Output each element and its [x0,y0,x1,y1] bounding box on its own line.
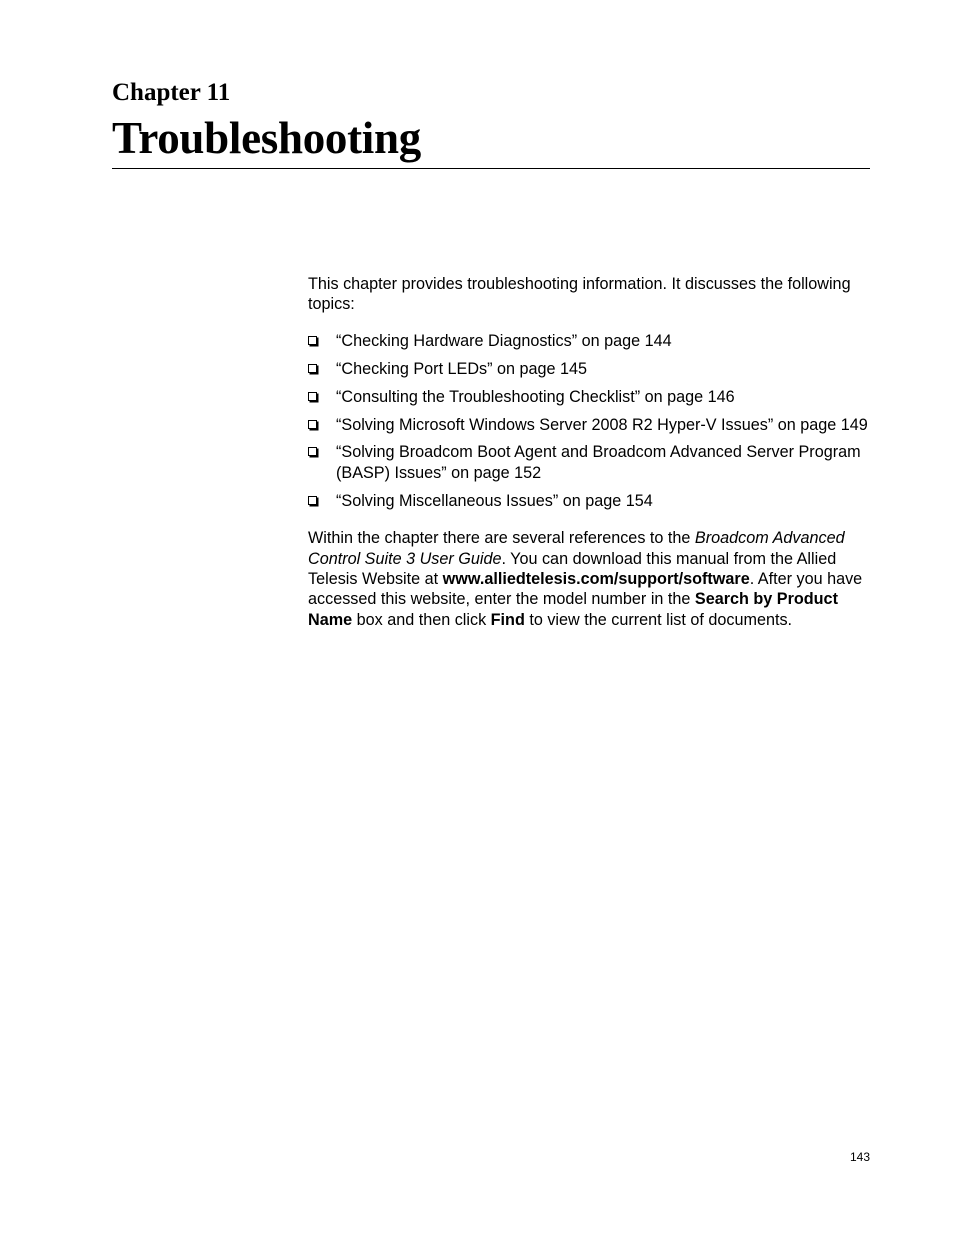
list-item [308,442,870,483]
website-url: www.alliedtelesis.com/support/software [442,569,750,588]
find-label: Find [490,610,525,629]
closing-text: Within the chapter there are several references to the [308,529,695,548]
intro-paragraph: This chapter provides troubleshooting information. It discusses the following topics: [308,275,851,314]
page-number: 143 [849,1150,870,1164]
list-item [308,387,870,407]
topic-text: “Consulting the Troubleshooting Checklist” on page 146 [336,387,735,406]
chapter-label: Chapter 11 [112,79,231,106]
checkbox-bullet-icon [308,420,317,429]
list-item [308,359,870,379]
topic-text: “Solving Miscellaneous Issues” on page 154 [336,491,653,510]
topic-text: “Solving Microsoft Windows Server 2008 R2 Hyper-V Issues” on page 149 [336,415,868,434]
closing-text: . You can download this manual from the Allied Telesis Website at [308,549,837,588]
closing-text: to view the current list of documents. [524,610,793,629]
checkbox-bullet-icon [308,392,317,401]
search-box-name: Search by Product Name [308,590,838,629]
closing-text: box and then click [352,610,491,629]
title-divider [112,168,870,169]
checkbox-bullet-icon [308,496,317,505]
list-item [308,331,870,351]
chapter-title: Troubleshooting [112,113,421,163]
body-column [308,274,870,630]
topic-list [308,331,870,511]
checkbox-bullet-icon [308,336,317,345]
topic-text: “Checking Port LEDs” on page 145 [336,359,588,378]
list-item [308,415,870,435]
closing-text: . After you have accessed this website, enter the model number in the [308,569,863,609]
closing-paragraph [308,528,870,630]
topic-text: “Checking Hardware Diagnostics” on page 144 [336,331,672,350]
list-item [308,491,870,511]
checkbox-bullet-icon [308,447,317,456]
guide-title: Broadcom Advanced Control Suite 3 User Guide [308,529,845,568]
checkbox-bullet-icon [308,364,317,373]
topic-text: “Solving Broadcom Boot Agent and Broadcom Advanced Server Program (BASP) Issues” on page 152 [336,443,861,482]
